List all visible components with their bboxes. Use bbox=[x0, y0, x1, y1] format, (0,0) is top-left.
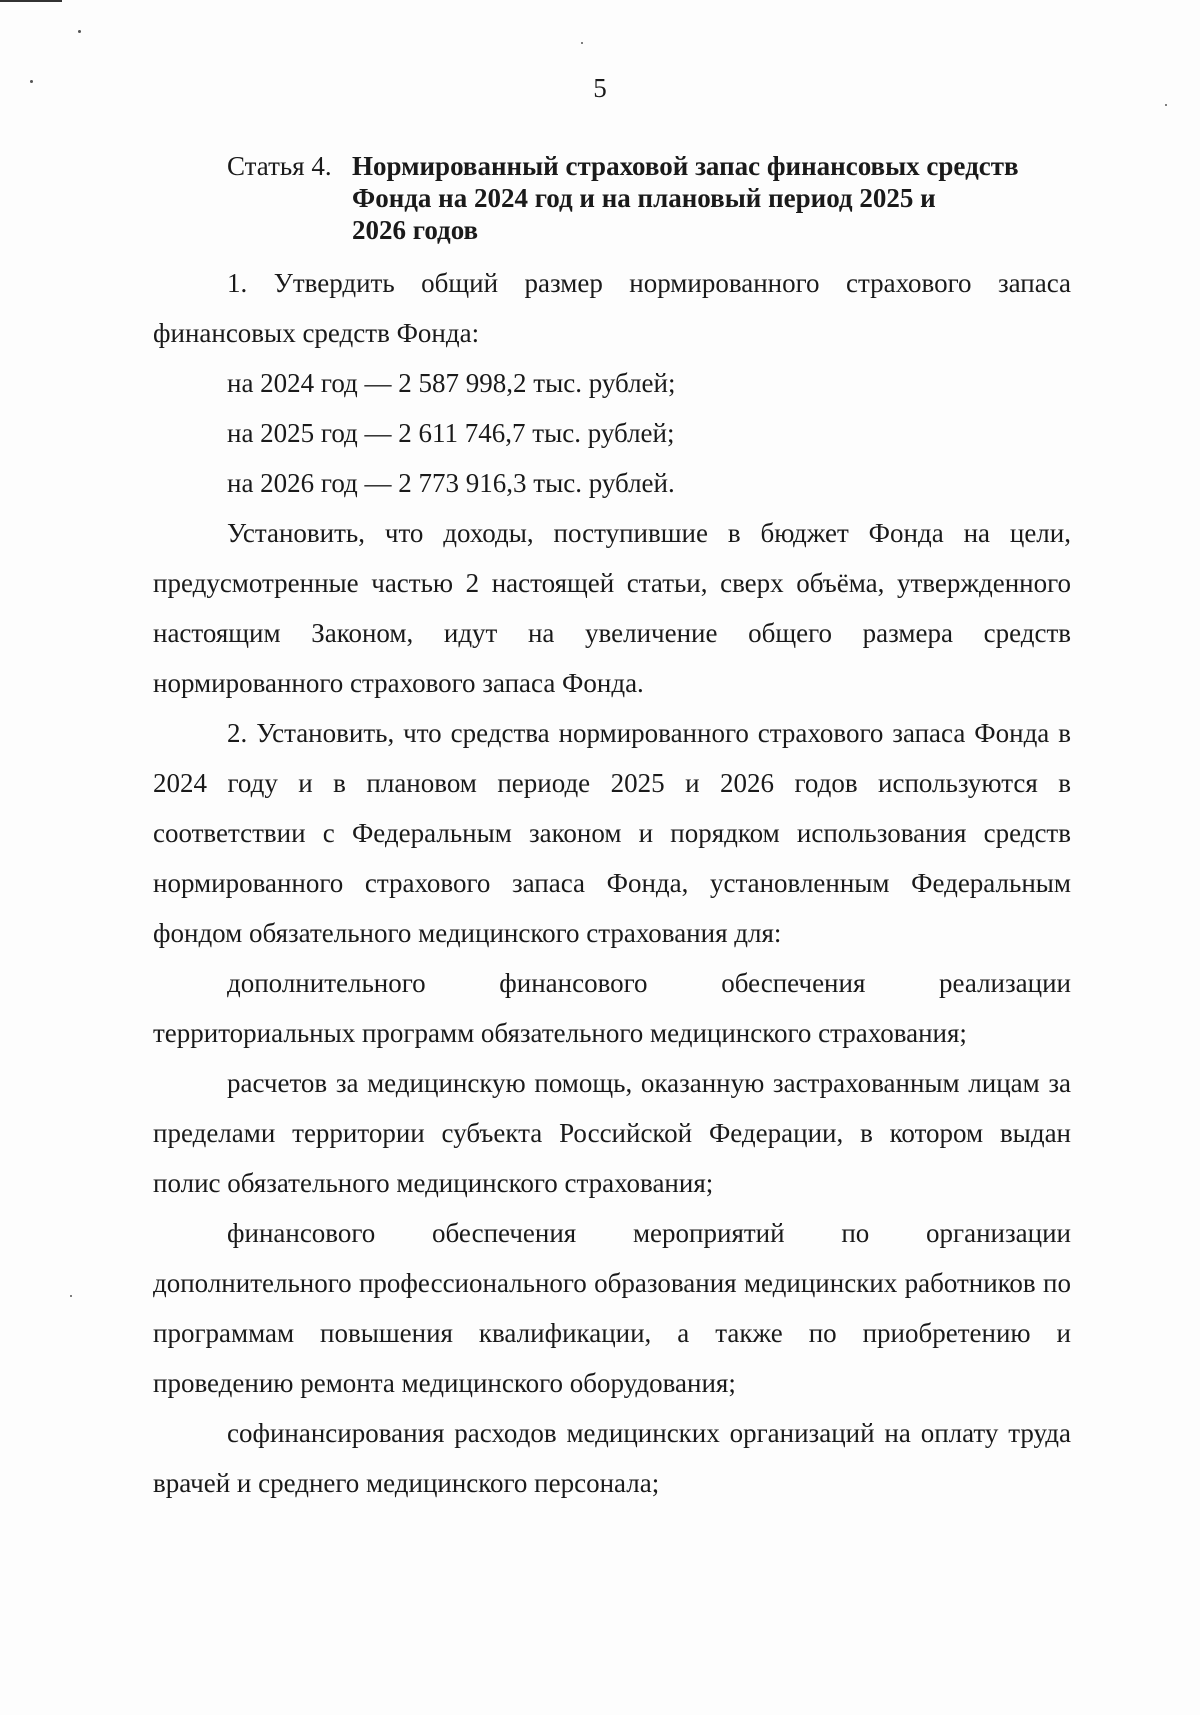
scan-edge-mark bbox=[0, 0, 62, 2]
paragraph-approve-reserve: 1. Утвердить общий размер нормированного страхового запаса финансовых средств Фонда: bbox=[153, 268, 1071, 348]
paragraph-amount-2024: на 2024 год — 2 587 998,2 тыс. рублей; bbox=[227, 368, 676, 398]
article-title-line: 2026 годов bbox=[352, 215, 479, 245]
paragraph-usage-item: софинансирования расходов медицинских организаций на оплату труда врачей и среднего медицинского персонала; bbox=[153, 1418, 1071, 1498]
scan-speck bbox=[581, 42, 583, 44]
page-number: 5 bbox=[593, 73, 607, 103]
paragraph-usage-item: дополнительного финансового обеспечения реализации территориальных программ обязательного медицинского страхования; bbox=[153, 968, 1071, 1048]
paragraph-usage-item: финансового обеспечения мероприятий по организации дополнительного профессионального образования медицинских работников по программам повышения квалификации, а также по приобретению и проведению ремонта медицинского оборудования; bbox=[153, 1218, 1071, 1398]
paragraph-usage-item: расчетов за медицинскую помощь, оказанную застрахованным лицам за пределами территории субъекта Российской Федерации, в котором выдан полис обязательного медицинского страхования; bbox=[153, 1068, 1071, 1198]
article-body bbox=[153, 258, 1071, 1508]
scan-speck bbox=[70, 1295, 72, 1297]
paragraph-amount-2025: на 2025 год — 2 611 746,7 тыс. рублей; bbox=[227, 418, 675, 448]
paragraph-usage-rule: 2. Установить, что средства нормированного страхового запаса Фонда в 2024 году и в плановом периоде 2025 и 2026 годов используются в соответствии с Федеральным законом и порядком использования средств нормированного страхового запаса Фонда, установленным Федеральным фондом обязательного медицинского страхования для: bbox=[153, 718, 1071, 948]
scan-speck bbox=[1165, 104, 1167, 106]
article-title-line: Фонда на 2024 год и на плановый период 2025 и bbox=[352, 183, 936, 213]
article-label: Статья 4. bbox=[227, 151, 332, 181]
paragraph-income-rule: Установить, что доходы, поступившие в бюджет Фонда на цели, предусмотренные частью 2 настоящей статьи, сверх объёма, утвержденного настоящим Законом, идут на увеличение общего размера средств нормированного страхового запаса Фонда. bbox=[153, 518, 1071, 698]
article-title-line: Нормированный страховой запас финансовых средств bbox=[352, 151, 1019, 181]
paragraph-amount-2026: на 2026 год — 2 773 916,3 тыс. рублей. bbox=[227, 468, 675, 498]
scan-speck bbox=[78, 30, 81, 33]
article-title bbox=[352, 150, 1052, 246]
